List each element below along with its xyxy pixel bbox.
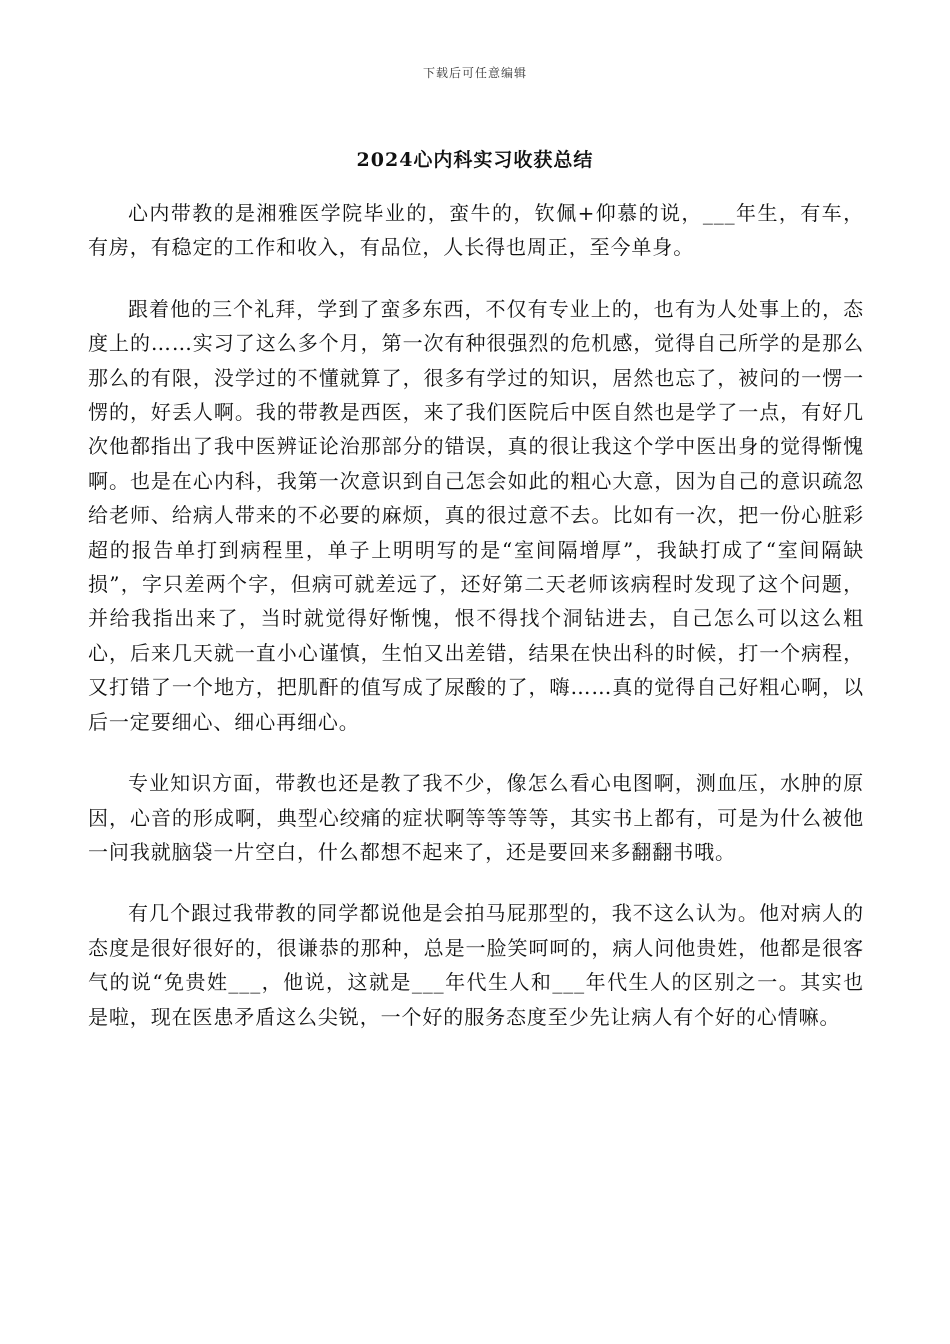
- paragraph-2: 跟着他的三个礼拜，学到了蛮多东西，不仅有专业上的，也有为人处事上的，态度上的……实习了这么多个月，第一次有种很强烈的危机感，觉得自己所学的是那么那么的有限，没学过的不懂就算了，很多有学过的知识，居然也忘了，被问的一愣一愣的，好丢人啊。我的带教是西医，来了我们医院后中医自然也是学了一点，有好几次他都指出了我中医辨证论治那部分的错误，真的很让我这个学中医出身的觉得惭愧啊。也是在心内科，我第一次意识到自己怎会如此的粗心大意，因为自己的意识疏忽给老师、给病人带来的不必要的麻烦，真的很过意不去。比如有一次，把一份心脏彩超的报告单打到病程里，单子上明明写的是“室间隔增厚”，我缺打成了“室间隔缺损”，字只差两个字，但病可就差远了，还好第二天老师该病程时发现了这个问题，并给我指出来了，当时就觉得好惭愧，恨不得找个洞钻进去，自己怎么可以这么粗心，后来几天就一直小心谨慎，生怕又出差错，结果在快出科的时候，打一个病程，又打错了一个地方，把肌酐的值写成了尿酸的了，嗨……真的觉得自己好粗心啊，以后一定要细心、细心再细心。: [88, 296, 864, 734]
- paragraph-1: 心内带教的是湘雅医学院毕业的，蛮牛的，钦佩+仰慕的说，___年生，有车，有房，有稳定的工作和收入，有品位，人长得也周正，至今单身。: [88, 201, 864, 260]
- document-title: 2024心内科实习收获总结: [356, 149, 594, 171]
- paragraph-3: 专业知识方面，带教也还是教了我不少，像怎么看心电图啊，测血压，水肿的原因，心音的形成啊，典型心绞痛的症状啊等等等等，其实书上都有，可是为什么被他一问我就脑袋一片空白，什么都想不起来了，还是要回来多翻翻书哦。: [88, 771, 864, 864]
- document-body: [88, 196, 864, 1061]
- paragraph-4: 有几个跟过我带教的同学都说他是会拍马屁那型的，我不这么认为。他对病人的态度是很好很好的，很谦恭的那种，总是一脸笑呵呵的，病人问他贵姓，他都是很客气的说“免贵姓___，他说，这就是___年代生人和___年代生人的区别之一。其实也是啦，现在医患矛盾这么尖锐，一个好的服务态度至少先让病人有个好的心情嘛。: [88, 901, 864, 1029]
- header-note: 下载后可任意编辑: [422, 66, 527, 80]
